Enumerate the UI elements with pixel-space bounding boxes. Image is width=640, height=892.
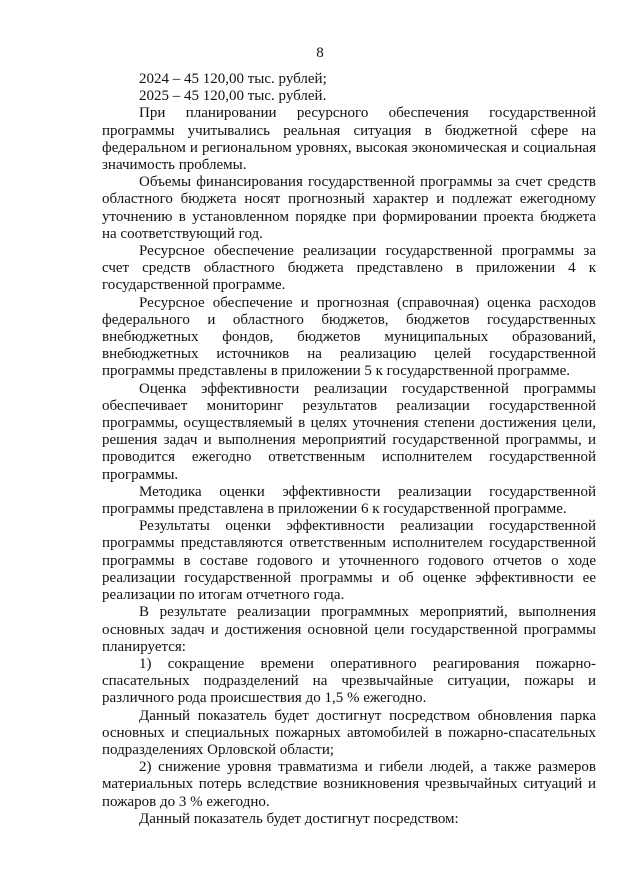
document-body bbox=[102, 71, 596, 828]
paragraph-financing-volume: Объемы финансирования государственной программы за счет средств областного бюджета носят прогнозный характер и подлежат ежегодному уточнению в установленном порядке при формировании проекта бюджета на соответствующий год. bbox=[102, 174, 596, 242]
paragraph-item-2: 2) снижение уровня травматизма и гибели людей, а также размеров материальных потерь вследствие возникновения чрезвычайных ситуаций и пожаров до 3 % ежегодно. bbox=[102, 759, 596, 810]
paragraph-budget-2024: 2024 – 45 120,00 тыс. рублей; bbox=[139, 71, 327, 87]
paragraph-evaluation-results: Результаты оценки эффективности реализации государственной программы представляются ответственным исполнителем государственной программы в составе годового и уточненного годового отчетов о ходе реализации государственной программы и об оценке эффективности ее реализации по итогам отчетного года. bbox=[102, 518, 596, 604]
paragraph-expected-results: В результате реализации программных мероприятий, выполнения основных задач и достижения основной цели государственной программы планируется: bbox=[102, 604, 596, 655]
paragraph-methodology: Методика оценки эффективности реализации государственной программы представлена в приложении 6 к государственной программе. bbox=[102, 483, 596, 518]
paragraph-planning: При планировании ресурсного обеспечения государственной программы учитывались реальная ситуация в бюджетной сфере на федеральном и региональном уровнях, высокая экономическая и социальная значимость проблемы. bbox=[102, 105, 596, 174]
paragraph-item-2-means: Данный показатель будет достигнут посредством: bbox=[139, 810, 459, 827]
paragraph-budget-2025: 2025 – 45 120,00 тыс. рублей. bbox=[139, 88, 327, 105]
paragraph-efficiency-evaluation: Оценка эффективности реализации государственной программы обеспечивает мониторинг результатов реализации государственной программы, осуществляемый в целях уточнения степени достижения цели, решения задач и выполнения мероприятий государственной программы, и проводится ежегодно ответственным исполнителем государственной программы. bbox=[102, 380, 596, 483]
paragraph-item-1: 1) сокращение времени оперативного реагирования пожарно-спасательных подразделений на чрезвычайные ситуации, пожары и различного рода происшествия до 1,5 % ежегодно. bbox=[102, 655, 596, 707]
paragraph-item-1-means: Данный показатель будет достигнут посредством обновления парка основных и специальных пожарных автомобилей в пожарно-спасательных подразделениях Орловской области; bbox=[102, 707, 596, 758]
page-number: 8 bbox=[316, 45, 324, 61]
paragraph-resource-appendix-5: Ресурсное обеспечение и прогнозная (справочная) оценка расходов федерального и областного бюджетов, бюджетов государственных внебюджетных фондов, бюджетов муниципальных образований, внебюджетных источников на реализацию целей государственной программы представлены в приложении 5 к государственной программе. bbox=[102, 294, 596, 380]
paragraph-resource-appendix-4: Ресурсное обеспечение реализации государственной программы за счет средств областного бюджета представлено в приложении 4 к государственной программе. bbox=[102, 243, 596, 294]
